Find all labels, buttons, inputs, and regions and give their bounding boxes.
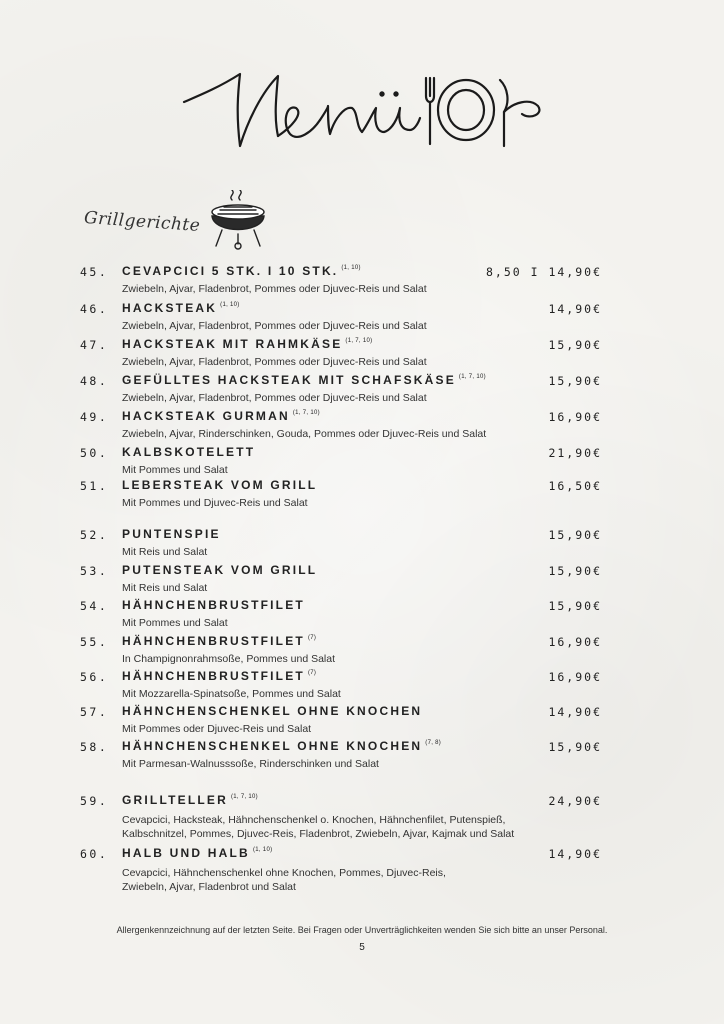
item-number: 55. [80, 635, 109, 649]
item-number: 45. [80, 265, 109, 279]
item-name-text: HÄHNCHENBRUSTFILET [122, 634, 305, 648]
item-description: Cevapcici, Hacksteak, Hähnchenschenkel o. Knochen, Hähnchenfilet, Putenspieß, [122, 814, 506, 826]
item-description: Mit Mozzarella-Spinatsoße, Pommes und Salat [122, 688, 341, 700]
item-name [122, 634, 316, 648]
item-number: 53. [80, 564, 109, 578]
item-description: Zwiebeln, Ajvar, Rinderschinken, Gouda, Pommes oder Djuvec-Reis und Salat [122, 428, 487, 440]
item-allergens: (1, 7, 10) [292, 410, 320, 416]
item-price: 16,90€ [548, 635, 602, 649]
item-number: 49. [80, 410, 109, 424]
page-number: 5 [359, 942, 365, 953]
item-number: 50. [80, 446, 109, 460]
item-price: 15,90€ [548, 374, 602, 388]
title-fork-icon [426, 78, 434, 144]
item-description: Mit Parmesan-Walnusssoße, Rinderschinken und Salat [122, 758, 379, 770]
item-name [122, 598, 308, 612]
item-description-line2: Kalbschnitzel, Pommes, Djuvec-Reis, Fladenbrot, Zwiebeln, Ajvar, Kajmak und Salat [122, 828, 515, 840]
item-name-text: HÄHNCHENBRUSTFILET [122, 598, 305, 612]
item-allergens: (1, 7, 10) [458, 374, 486, 380]
item-name-text: HACKSTEAK GURMAN [122, 409, 290, 423]
item-name-text: HACKSTEAK MIT RAHMKÄSE [122, 337, 343, 351]
item-number: 52. [80, 528, 109, 542]
item-name-text: PUNTENSPIE [122, 527, 221, 541]
item-number: 57. [80, 705, 109, 719]
item-description: Zwiebeln, Ajvar, Fladenbrot, Pommes oder Djuvec-Reis und Salat [122, 283, 427, 295]
item-name [122, 445, 258, 459]
item-description: Mit Pommes und Salat [122, 617, 228, 629]
item-name [122, 739, 441, 753]
item-allergens: (1, 7, 10) [345, 338, 373, 344]
item-description: Zwiebeln, Ajvar, Fladenbrot, Pommes oder Djuvec-Reis und Salat [122, 356, 427, 368]
item-price: 15,90€ [548, 599, 602, 613]
title-letter-u [362, 108, 420, 132]
item-allergens: (1, 10) [220, 302, 240, 308]
item-name-text: GRILLTELLER [122, 793, 228, 807]
item-name-text: HÄHNCHENBRUSTFILET [122, 669, 305, 683]
item-name [122, 337, 372, 351]
item-description: Zwiebeln, Ajvar, Fladenbrot, Pommes oder Djuvec-Reis und Salat [122, 392, 427, 404]
item-name-text: LEBERSTEAK VOM GRILL [122, 478, 318, 492]
item-name-text: HACKSTEAK [122, 301, 218, 315]
item-description-line2: Zwiebeln, Ajvar, Fladenbrot und Salat [122, 881, 296, 893]
item-name [122, 793, 258, 807]
item-name [122, 669, 316, 683]
item-description: In Champignonrahmsoße, Pommes und Salat [122, 653, 336, 665]
item-number: 60. [80, 847, 109, 861]
item-description: Zwiebeln, Ajvar, Fladenbrot, Pommes oder Djuvec-Reis und Salat [122, 320, 427, 332]
item-description: Mit Reis und Salat [122, 546, 208, 558]
item-name-text: HÄHNCHENSCHENKEL OHNE KNOCHEN [122, 704, 423, 718]
item-price: 14,90€ [548, 705, 602, 719]
item-number: 59. [80, 794, 109, 808]
item-number: 54. [80, 599, 109, 613]
item-name-text: HALB UND HALB [122, 846, 250, 860]
item-description: Mit Pommes und Djuvec-Reis und Salat [122, 497, 308, 509]
title-letter-n [320, 106, 362, 134]
item-name [122, 527, 224, 541]
item-price: 21,90€ [548, 446, 602, 460]
item-name [122, 301, 240, 315]
item-price: 15,90€ [548, 528, 602, 542]
item-name [122, 563, 320, 577]
item-name-text: CEVAPCICI 5 STK. I 10 STK. [122, 264, 339, 278]
item-number: 51. [80, 479, 109, 493]
item-name [122, 409, 320, 423]
item-name-text: PUTENSTEAK VOM GRILL [122, 563, 318, 577]
item-number: 46. [80, 302, 109, 316]
grill-icon [202, 190, 274, 250]
item-price: 15,90€ [548, 338, 602, 352]
item-price: 14,90€ [548, 847, 602, 861]
item-price: 8,50 I 14,90€ [485, 265, 602, 279]
item-allergens: (7) [307, 670, 317, 676]
item-number: 58. [80, 740, 109, 754]
item-description: Mit Reis und Salat [122, 582, 208, 594]
section-header [84, 190, 284, 250]
item-price: 24,90€ [548, 794, 602, 808]
allergen-note: Allergenkennzeichnung auf der letzten Seite. Bei Fragen oder Unverträglichkeiten wenden Sie sich bitte an unser Personal. [116, 925, 608, 935]
item-name [122, 846, 272, 860]
item-description: Mit Pommes oder Djuvec-Reis und Salat [122, 723, 312, 735]
item-number: 48. [80, 374, 109, 388]
item-name [122, 373, 486, 387]
item-name [122, 264, 361, 278]
title-letter-m [184, 74, 278, 146]
item-allergens: (7) [307, 635, 317, 641]
item-description: Cevapcici, Hähnchenschenkel ohne Knochen, Pommes, Djuvec-Reis, [122, 867, 446, 879]
item-allergens: (1, 7, 10) [230, 794, 258, 800]
item-name-text: KALBSKOTELETT [122, 445, 256, 459]
item-name [122, 478, 320, 492]
menu-title-script-svg [178, 58, 548, 176]
section-label: Grillgerichte [83, 207, 201, 237]
item-allergens: (1, 10) [252, 847, 273, 853]
item-allergens: (7, 8) [425, 740, 442, 746]
item-price: 15,90€ [548, 564, 602, 578]
title-letter-e [278, 107, 320, 136]
item-name [122, 704, 425, 718]
item-name-text: GEFÜLLTES HACKSTEAK MIT SCHAFSKÄSE [122, 373, 456, 387]
item-price: 14,90€ [548, 302, 602, 316]
item-price: 16,90€ [548, 410, 602, 424]
item-name-text: HÄHNCHENSCHENKEL OHNE KNOCHEN [122, 739, 423, 753]
item-price: 15,90€ [548, 740, 602, 754]
item-price: 16,50€ [548, 479, 602, 493]
menu-title [178, 58, 548, 176]
item-number: 47. [80, 338, 109, 352]
item-allergens: (1, 10) [341, 265, 361, 271]
item-description: Mit Pommes und Salat [122, 464, 228, 476]
item-price: 16,90€ [548, 670, 602, 684]
item-number: 56. [80, 670, 109, 684]
